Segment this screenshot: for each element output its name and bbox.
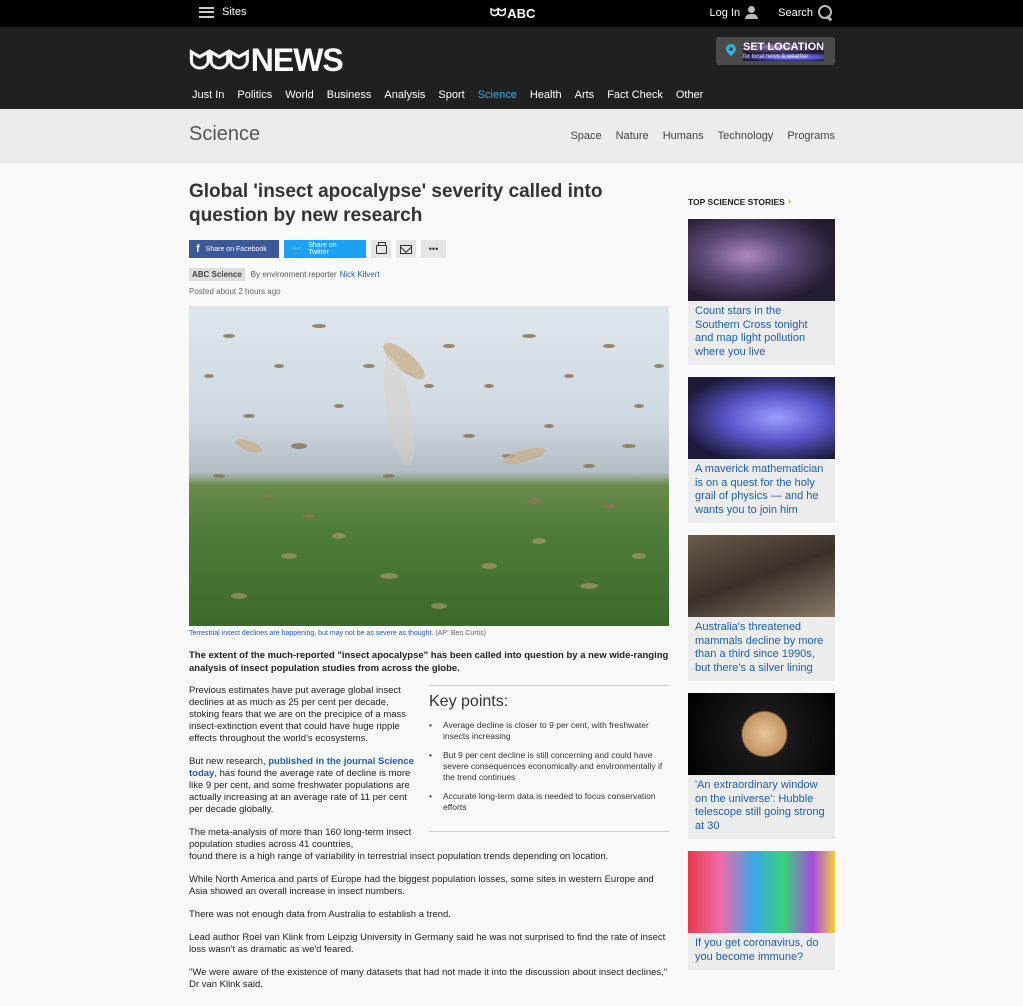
p3-a: The meta-analysis of more than 160 long-term insect population studies across 41 countries, [189,827,412,850]
article [189,180,669,1002]
abc-mark-icon: ᗢᗢ [490,7,505,19]
abc-logo[interactable] [490,6,535,21]
nav-just-in[interactable]: Just In [192,89,225,101]
person-icon [745,6,758,19]
story-thumbnail-night-sky [688,219,835,301]
story-title: Australia's threatened mammals decline by more than a third since 1990s, but there's a silver lining [695,621,824,674]
journal-science-link[interactable]: published in the journal Science today [189,756,414,779]
top-stories-sidebar [688,196,835,970]
subnav-space[interactable]: Space [570,130,602,142]
caption-text: Terrestrial insect declines are happening, but may not be as severe as thought. [189,630,434,637]
nav-business[interactable]: Business [326,89,372,101]
subnav-humans[interactable]: Humans [662,130,704,142]
sites-menu[interactable] [199,6,246,18]
nav-fact-check[interactable]: Fact Check [607,89,663,101]
share-facebook-label: Share on Facebook [205,245,267,253]
facebook-icon: f [196,243,200,255]
mail-icon [400,245,412,254]
story-title: If you get coronavirus, do you become immune? [695,937,819,963]
image-credit: (AP: Ben Curtis) [435,630,486,637]
key-point-item: • But 9 per cent decline is still concerning and could have severe consequences economically and environmentally if the trend continues [429,750,669,783]
nav-politics[interactable]: Politics [237,89,273,101]
masthead [0,27,1023,109]
more-share-button[interactable]: ••• [421,240,446,258]
key-point-item: • Accurate long-term data is needed to focus conservation efforts [429,791,669,813]
author-link[interactable]: Nick Kilvert [339,270,380,279]
locust-swarm-illustration [189,306,669,626]
paragraph-4: While North America and parts of Europe had the biggest population losses, some sites in western Europe and Asia showed an overall increase in insect numbers. [189,874,654,897]
nav-other[interactable]: Other [675,89,704,101]
key-point-item: • Average decline is closer to 9 per cent, with freshwater insects increasing [429,720,669,742]
set-location-button[interactable] [716,37,835,65]
share-twitter-label: Share on Twitter [308,242,337,256]
email-button[interactable] [396,240,416,258]
nav-science[interactable]: Science [477,89,517,101]
paragraph-5: There was not enough data from Australia to establish a trend. [189,909,451,920]
article-lede: The extent of the much-reported "insect apocalypse" has been called into question by a new wide-ranging analysis of insect population studies from across the globe. [189,650,669,674]
top-stories-heading[interactable] [688,196,835,207]
sidebar-story[interactable] [688,535,835,681]
story-title: A maverick mathematician is on a quest for the holy grail of physics — and he wants you to join him [695,463,824,516]
login-label: Log In [709,6,741,19]
share-facebook-button[interactable] [189,240,279,258]
sidebar-story[interactable] [688,377,835,523]
set-location-title: SET LOCATION [743,40,825,53]
section-subnav [570,130,835,142]
nav-sport[interactable]: Sport [438,89,465,101]
main-nav [192,89,703,101]
search-label: Search [778,6,813,19]
subnav-programs[interactable]: Programs [787,130,835,142]
story-thumbnail-wallaby [688,535,835,617]
sidebar-story[interactable] [688,851,835,970]
nav-health[interactable]: Health [529,89,562,101]
p2-after: , has found the average rate of decline is more like 9 per cent, and some freshwater populations are actually increasing at an average rate of 11 per cent per decade globally. [189,768,411,815]
hamburger-icon [199,7,214,18]
subnav-nature[interactable]: Nature [615,130,649,142]
sites-label: Sites [222,6,247,18]
key-points-list [429,720,669,813]
image-caption [189,630,669,637]
story-thumbnail-geometry-leaf [688,377,835,459]
chevron-right-icon: › [787,196,792,207]
story-thumbnail-jupiter [688,693,835,775]
paragraph-2 [189,756,414,816]
posted-time: Posted about 2 hours ago [189,287,281,296]
top-stories-label: TOP SCIENCE STORIES [688,196,785,207]
set-location-subtitle: for local news & weather [743,53,824,61]
byline [189,268,669,281]
printer-icon [376,245,387,254]
search-icon [818,5,833,20]
p2-before: But new research, [189,756,269,767]
share-bar [189,240,669,258]
key-points-title: Key points: [429,693,509,710]
abc-label: ABC [507,6,536,21]
article-headline: Global 'insect apocalypse' severity called into question by new research [189,181,603,226]
abc-news-logo[interactable] [189,42,343,79]
paragraph-7: "We were aware of the existence of many datasets that had not made it into the discussion about insect declines," Dr van Klink said. [189,967,668,990]
login-button[interactable] [710,6,759,19]
abc-science-tag[interactable]: ABC Science [189,268,245,281]
sidebar-story[interactable] [688,219,835,365]
section-title[interactable]: Science [189,123,261,145]
paragraph-1: Previous estimates have put average global insect declines at as much as 25 per cent per decade, stoking fears that we are on the precipice of a mass insect-extinction event that could have huge ripple effects throughout the world's ecosystems. [189,685,407,744]
byline-prefix: By environment reporter [250,270,337,279]
sidebar-story[interactable] [688,693,835,839]
article-body [189,685,669,991]
story-thumbnail-masked-figures [688,851,835,933]
search-button[interactable] [778,5,833,20]
p3-b: found there is a high range of variability in terrestrial insect population trends depending on location. [189,851,609,862]
share-twitter-button[interactable] [284,240,366,258]
nav-world[interactable]: World [285,89,314,101]
nav-analysis[interactable]: Analysis [384,89,426,101]
logo-mark: ᗢᗢᗢ [189,44,248,75]
twitter-icon: 🐦 [291,243,303,254]
section-bar [0,109,1023,163]
paragraph-6: Lead author Roel van Klink from Leipzig University in Germany said he was not surprised to find the rate of insect loss wasn't as dramatic as we'd feared. [189,932,666,955]
hero-image-locusts[interactable] [189,306,669,626]
story-title: 'An extraordinary window on the universe': Hubble telescope still going strong at 30 [695,779,825,832]
story-title: Count stars in the Southern Cross tonight and map light pollution where you live [695,305,808,358]
top-bar [0,0,1023,27]
key-points-box [429,685,669,832]
print-button[interactable] [371,240,391,258]
nav-arts[interactable]: Arts [574,89,595,101]
paragraph-3 [189,827,669,863]
logo-word: NEWS [250,42,343,78]
location-pin-icon [726,44,736,58]
subnav-technology[interactable]: Technology [717,130,774,142]
